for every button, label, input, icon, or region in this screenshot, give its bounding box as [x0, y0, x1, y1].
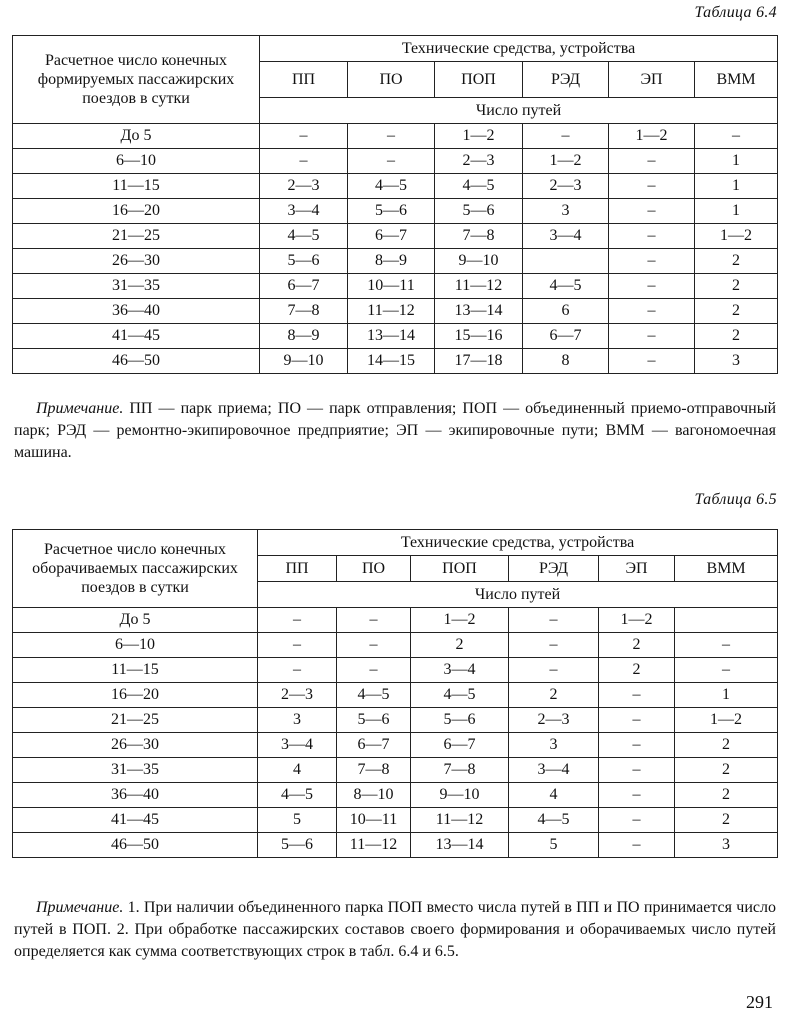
table-cell: 11—12	[435, 274, 523, 299]
table-cell: 14—15	[348, 349, 435, 374]
table-cell: –	[609, 349, 695, 374]
table-row	[13, 633, 778, 658]
table-cell: 1—2	[675, 708, 778, 733]
row-label-cell: До 5	[13, 608, 258, 633]
table-cell: 6	[523, 299, 609, 324]
table-cell: 1—2	[609, 124, 695, 149]
table-cell: 2	[599, 633, 675, 658]
table-cell: 6—7	[348, 224, 435, 249]
table-cell: –	[258, 658, 337, 683]
unit-header: Число путей	[258, 582, 778, 608]
table-cell: 11—12	[348, 299, 435, 324]
note-lead: Примечание.	[36, 899, 124, 916]
column-header: ПО	[337, 556, 411, 582]
table-cell: 1—2	[695, 224, 778, 249]
table-cell: 2—3	[260, 174, 348, 199]
table-cell: –	[599, 808, 675, 833]
row-label-cell: До 5	[13, 124, 260, 149]
table-row	[13, 124, 778, 149]
table-cell: –	[609, 149, 695, 174]
table-cell: 4	[509, 783, 599, 808]
table-row	[13, 349, 778, 374]
table-cell: 4—5	[509, 808, 599, 833]
note-text: 1. При наличии объединенного парка ПОП вместо числа путей в ПП и ПО принимается число путей в ПОП. 2. При обработке пассажирских составов своего формирования и оборачиваемых число путей определяется как сумма соответствующих строк в табл. 6.4 и 6.5.	[14, 899, 776, 960]
table-row	[13, 249, 778, 274]
table-cell: 5—6	[260, 249, 348, 274]
column-header: ЭП	[599, 556, 675, 582]
table-cell: 17—18	[435, 349, 523, 374]
table-cell: 5—6	[258, 833, 337, 858]
table-cell: 5—6	[435, 199, 523, 224]
table-cell: 2	[695, 324, 778, 349]
table-cell: –	[348, 124, 435, 149]
row-label-cell: 46—50	[13, 349, 260, 374]
table-row	[13, 833, 778, 858]
table-cell: 3	[695, 349, 778, 374]
table-cell: 2—3	[435, 149, 523, 174]
group-header: Технические средства, устройства	[260, 36, 778, 62]
table-cell: –	[599, 708, 675, 733]
table-cell: 1	[695, 174, 778, 199]
table-row	[13, 224, 778, 249]
table-cell: –	[599, 683, 675, 708]
table-cell: 10—11	[337, 808, 411, 833]
row-label-cell: 41—45	[13, 808, 258, 833]
table-cell: 13—14	[411, 833, 509, 858]
table-row	[13, 758, 778, 783]
data-table	[12, 35, 778, 374]
table-cell: 3	[258, 708, 337, 733]
row-label-cell: 21—25	[13, 224, 260, 249]
row-label-cell: 26—30	[13, 733, 258, 758]
table-cell: 1—2	[435, 124, 523, 149]
table-cell: 4—5	[435, 174, 523, 199]
table-cell: 6—7	[260, 274, 348, 299]
table-cell: 15—16	[435, 324, 523, 349]
table-cell: –	[609, 174, 695, 199]
table-cell: 5—6	[337, 708, 411, 733]
table-cell: 3	[509, 733, 599, 758]
table-caption: Таблица 6.5	[694, 491, 777, 508]
table-cell: 2—3	[523, 174, 609, 199]
table-cell: 13—14	[435, 299, 523, 324]
column-header: ПО	[348, 62, 435, 98]
table-row	[13, 658, 778, 683]
table-cell: 4—5	[411, 683, 509, 708]
table-cell: 6—7	[337, 733, 411, 758]
table-note	[14, 398, 776, 464]
table-cell: –	[609, 299, 695, 324]
table-row	[13, 174, 778, 199]
table-row	[13, 733, 778, 758]
table-cell: 9—10	[260, 349, 348, 374]
table-row	[13, 149, 778, 174]
table-cell: 8	[523, 349, 609, 374]
row-label-cell: 46—50	[13, 833, 258, 858]
table-cell: 10—11	[348, 274, 435, 299]
table-cell: –	[348, 149, 435, 174]
table-caption: Таблица 6.4	[694, 4, 777, 21]
table-cell: 2	[675, 808, 778, 833]
row-label-cell: 11—15	[13, 174, 260, 199]
table-cell: 3	[675, 833, 778, 858]
table-cell: –	[523, 124, 609, 149]
table-cell: –	[260, 124, 348, 149]
table-cell: 8—10	[337, 783, 411, 808]
table-cell	[675, 608, 778, 633]
table-cell: 6—7	[523, 324, 609, 349]
table-cell: –	[258, 633, 337, 658]
table-cell: 4	[258, 758, 337, 783]
table-cell: 1	[675, 683, 778, 708]
row-header: Расчетное число конечных оборачиваемых пассажирских поездов в сутки	[13, 530, 258, 608]
table-row	[13, 683, 778, 708]
note-text: ПП — парк приема; ПО — парк отправления; ПОП — объединенный приемо-отправочный парк; РЭД — ремонтно-экипировочное предприятие; ЭП — экипировочные пути; ВММ — вагономоечная машина.	[14, 400, 776, 461]
row-label-cell: 36—40	[13, 299, 260, 324]
table-cell: 3—4	[411, 658, 509, 683]
row-label-cell: 16—20	[13, 199, 260, 224]
column-header: ВММ	[675, 556, 778, 582]
table-cell: –	[695, 124, 778, 149]
row-label-cell: 26—30	[13, 249, 260, 274]
table-cell: –	[609, 274, 695, 299]
table-cell: –	[599, 758, 675, 783]
table-cell: 3	[523, 199, 609, 224]
table-cell: 4—5	[337, 683, 411, 708]
table-cell: 2	[695, 249, 778, 274]
column-header: ПП	[258, 556, 337, 582]
table-cell: 3—4	[260, 199, 348, 224]
table-row	[13, 299, 778, 324]
table-cell: –	[599, 833, 675, 858]
column-header: РЭД	[509, 556, 599, 582]
row-label-cell: 11—15	[13, 658, 258, 683]
table-row	[13, 274, 778, 299]
table-cell: –	[675, 633, 778, 658]
table-row	[13, 608, 778, 633]
table-cell: 6—7	[411, 733, 509, 758]
table-cell: –	[260, 149, 348, 174]
table-cell: 3—4	[523, 224, 609, 249]
table-cell: 1—2	[523, 149, 609, 174]
table-cell: 2	[675, 758, 778, 783]
table-cell: 4—5	[260, 224, 348, 249]
table-cell: 1—2	[411, 608, 509, 633]
table-cell: 2	[675, 733, 778, 758]
table-cell: 11—12	[411, 808, 509, 833]
table-cell: –	[599, 733, 675, 758]
table-cell: 5	[258, 808, 337, 833]
column-header: ПОП	[435, 62, 523, 98]
table-cell: 11—12	[337, 833, 411, 858]
table-row	[13, 708, 778, 733]
table-cell: –	[509, 658, 599, 683]
table-cell: –	[337, 658, 411, 683]
table-cell	[523, 249, 609, 274]
unit-header: Число путей	[260, 98, 778, 124]
table-cell: –	[675, 658, 778, 683]
table-cell: 5	[509, 833, 599, 858]
table-cell: 4—5	[258, 783, 337, 808]
note-lead: Примечание.	[36, 400, 124, 417]
row-label-cell: 41—45	[13, 324, 260, 349]
row-label-cell: 6—10	[13, 633, 258, 658]
table-cell: –	[509, 608, 599, 633]
table-cell: –	[509, 633, 599, 658]
table-cell: 7—8	[337, 758, 411, 783]
table-cell: 9—10	[411, 783, 509, 808]
row-label-cell: 16—20	[13, 683, 258, 708]
table-cell: 9—10	[435, 249, 523, 274]
table-cell: –	[337, 633, 411, 658]
table-row	[13, 199, 778, 224]
table-cell: 7—8	[435, 224, 523, 249]
group-header: Технические средства, устройства	[258, 530, 778, 556]
column-header: ЭП	[609, 62, 695, 98]
table-row	[13, 324, 778, 349]
table-cell: 2	[509, 683, 599, 708]
table-cell: 2	[695, 299, 778, 324]
table-cell: –	[609, 324, 695, 349]
table-cell: 2	[695, 274, 778, 299]
table-cell: 13—14	[348, 324, 435, 349]
data-table	[12, 529, 778, 858]
table-cell: 1—2	[599, 608, 675, 633]
table-cell: –	[258, 608, 337, 633]
column-header: РЭД	[523, 62, 609, 98]
page-number: 291	[746, 992, 773, 1012]
table-cell: 7—8	[411, 758, 509, 783]
table-cell: 4—5	[523, 274, 609, 299]
row-label-cell: 36—40	[13, 783, 258, 808]
table-cell: 3—4	[509, 758, 599, 783]
table-cell: 2—3	[509, 708, 599, 733]
table-cell: 7—8	[260, 299, 348, 324]
table-row	[13, 808, 778, 833]
row-label-cell: 31—35	[13, 274, 260, 299]
table-cell: 3—4	[258, 733, 337, 758]
table-row	[13, 783, 778, 808]
table-note	[14, 897, 776, 963]
table-cell: 4—5	[348, 174, 435, 199]
table-cell: –	[599, 783, 675, 808]
table-cell: –	[609, 224, 695, 249]
table-cell: 1	[695, 199, 778, 224]
table-cell: 2	[599, 658, 675, 683]
table-cell: 8—9	[260, 324, 348, 349]
table-cell: 8—9	[348, 249, 435, 274]
table-cell: 5—6	[348, 199, 435, 224]
row-label-cell: 21—25	[13, 708, 258, 733]
row-label-cell: 31—35	[13, 758, 258, 783]
table-cell: 5—6	[411, 708, 509, 733]
table-cell: –	[609, 249, 695, 274]
table-cell: –	[337, 608, 411, 633]
column-header: ПОП	[411, 556, 509, 582]
table-cell: 2—3	[258, 683, 337, 708]
table-cell: 2	[675, 783, 778, 808]
table-cell: 1	[695, 149, 778, 174]
table-cell: 2	[411, 633, 509, 658]
column-header: ВММ	[695, 62, 778, 98]
column-header: ПП	[260, 62, 348, 98]
table-cell: –	[609, 199, 695, 224]
row-label-cell: 6—10	[13, 149, 260, 174]
row-header: Расчетное число конечных формируемых пассажирских поездов в сутки	[13, 36, 260, 124]
